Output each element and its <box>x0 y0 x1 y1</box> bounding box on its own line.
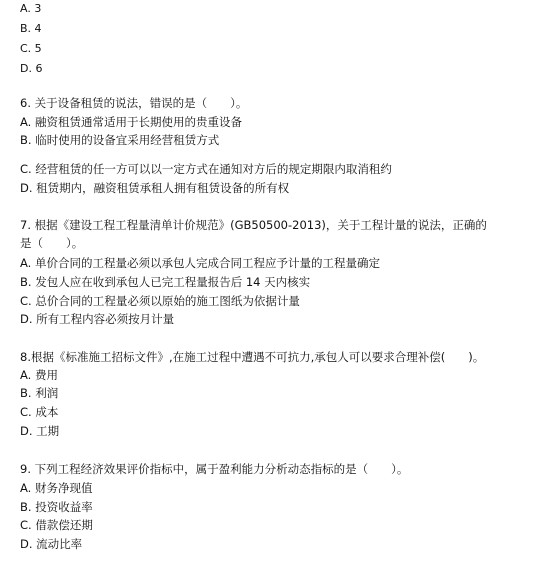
q7-stem-line1: 7. 根据《建设工程工程量清单计价规范》(GB50500-2013)，关于工程计量的说法，正确的 <box>20 218 487 232</box>
q7-stem-line2: 是（ ）。 <box>20 236 84 250</box>
q8-option-c: C. 成本 <box>20 405 59 419</box>
q7-option-b: B. 发包人应在收到承包人已完工程量报告后 14 天内核实 <box>20 275 311 289</box>
q7-option-a: A. 单价合同的工程量必须以承包人完成合同工程应予计量的工程量确定 <box>20 256 380 270</box>
q5-option-a: A. 3 <box>20 2 42 15</box>
q5-option-d: D. 6 <box>20 62 43 75</box>
q8-stem: 8.根据《标准施工招标文件》,在施工过程中遭遇不可抗力,承包人可以要求合理补偿( )。 <box>20 350 485 364</box>
q6-stem: 6. 关于设备租赁的说法，错误的是（ ）。 <box>20 96 248 110</box>
q9-option-a: A. 财务净现值 <box>20 481 93 495</box>
q6-option-a: A. 融资租赁通常适用于长期使用的贵重设备 <box>20 115 242 129</box>
q6-option-b: B. 临时使用的设备宜采用经营租赁方式 <box>20 133 220 147</box>
q9-stem: 9. 下列工程经济效果评价指标中，属于盈利能力分析动态指标的是（ ）。 <box>20 462 409 476</box>
q9-option-b: B. 投资收益率 <box>20 500 93 514</box>
q6-option-c: C. 经营租赁的任一方可以以一定方式在通知对方后的规定期限内取消租约 <box>20 162 392 176</box>
q8-option-d: D. 工期 <box>20 424 60 438</box>
q8-option-b: B. 利润 <box>20 386 59 400</box>
q6-option-d: D. 租赁期内，融资租赁承租人拥有租赁设备的所有权 <box>20 181 290 195</box>
q8-option-a: A. 费用 <box>20 368 58 382</box>
q7-option-d: D. 所有工程内容必须按月计量 <box>20 312 175 326</box>
q9-option-d: D. 流动比率 <box>20 537 83 551</box>
q7-option-c: C. 总价合同的工程量必须以原始的施工图纸为依据计量 <box>20 294 300 308</box>
q5-option-c: C. 5 <box>20 42 42 55</box>
q9-option-c: C. 借款偿还期 <box>20 518 93 532</box>
q5-option-b: B. 4 <box>20 22 42 35</box>
